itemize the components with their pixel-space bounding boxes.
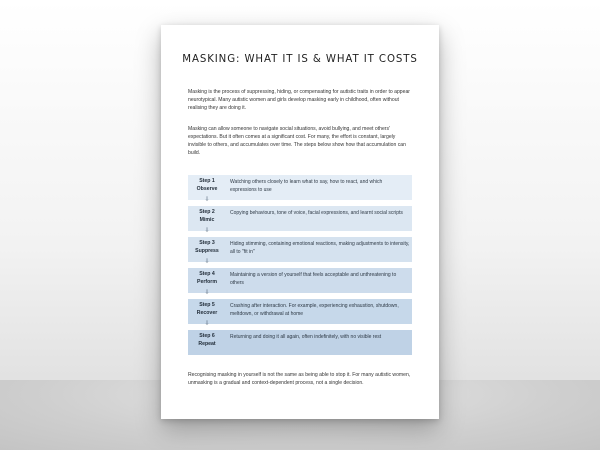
step-name: Perform bbox=[197, 278, 217, 285]
step-row bbox=[188, 237, 412, 265]
step-number: Step 5 bbox=[199, 302, 215, 308]
step-name: Mimic bbox=[199, 216, 215, 223]
down-arrow-icon: ⇩ bbox=[204, 290, 210, 296]
step-description: Returning and doing it all again, often indefinitely, with no visible rest bbox=[230, 334, 382, 340]
step-name: Recover bbox=[196, 309, 218, 316]
down-arrow-icon: ⇩ bbox=[204, 321, 210, 327]
step-name: Suppress bbox=[195, 247, 219, 254]
context-paragraph: Masking can allow someone to navigate social situations, avoid bullying, and meet others' expectations. But it often comes at a significant cost. For many, the effort is constant, largely invisible to others, and accumulates over time. The steps below show how that accumulation can build. bbox=[188, 126, 406, 157]
down-arrow-icon: ⇩ bbox=[204, 197, 210, 203]
step-description: Copying behaviours, tone of voice, facial expressions, and learnt social scripts bbox=[230, 210, 403, 216]
step-name: Observe bbox=[196, 185, 218, 192]
step-row bbox=[188, 206, 412, 234]
step-number: Step 6 bbox=[199, 333, 215, 339]
step-name: Repeat bbox=[198, 340, 216, 347]
step-number: Step 1 bbox=[199, 178, 215, 184]
down-arrow-icon: ⇩ bbox=[204, 228, 210, 234]
step-description: Watching others closely to learn what to say, how to react, and which expressions to use bbox=[230, 179, 383, 194]
step-description: Crashing after interaction. For example, experiencing exhaustion, shutdown, meltdown, or withdrawal at home bbox=[230, 303, 399, 318]
step-number: Step 3 bbox=[199, 240, 215, 246]
down-arrow-icon: ⇩ bbox=[204, 259, 210, 265]
step-description: Maintaining a version of yourself that feels acceptable and unthreatening to others bbox=[230, 272, 397, 287]
document-page bbox=[161, 25, 439, 419]
step-row bbox=[188, 175, 412, 203]
step-row bbox=[188, 268, 412, 296]
step-row bbox=[188, 299, 412, 327]
step-number: Step 4 bbox=[199, 271, 215, 277]
intro-paragraph: Masking is the process of suppressing, hiding, or compensating for autistic traits in order to appear neurotypical. Many autistic women and girls develop masking early in childhood, often without realising they are doing it. bbox=[188, 89, 410, 112]
document-title: MASKING: WHAT IT IS & WHAT IT COSTS bbox=[182, 54, 418, 65]
closing-paragraph: Recognising masking in yourself is not the same as being able to stop it. For many autistic women, unmasking is a gradual and context-dependent process, not a single decision. bbox=[188, 372, 411, 387]
step-description: Hiding stimming, containing emotional reactions, making adjustments to intensity, all to "fit in" bbox=[230, 241, 410, 256]
step-number: Step 2 bbox=[199, 209, 215, 215]
step-row bbox=[188, 330, 412, 355]
step-label bbox=[188, 330, 226, 355]
